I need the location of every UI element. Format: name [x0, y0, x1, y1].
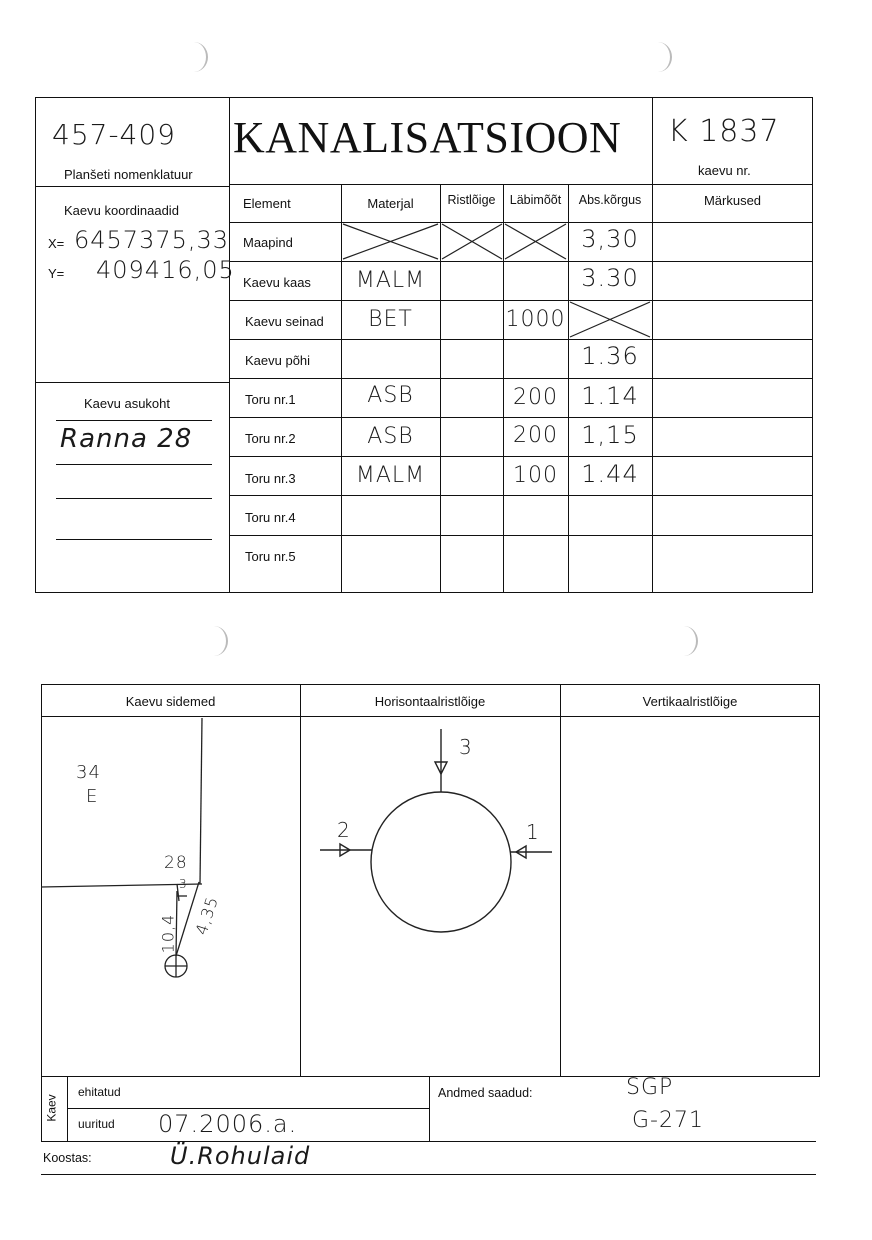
- sketch-corner-mark: 3: [179, 877, 188, 891]
- cell-diameter: 100: [513, 463, 558, 488]
- location-label: Kaevu asukoht: [84, 396, 171, 411]
- row-element: Toru nr.3: [245, 471, 296, 486]
- author-value: Ü.Rohulaid: [170, 1142, 311, 1170]
- section-vertical-title: Vertikaalristlõige: [642, 694, 738, 709]
- sheet-code: 457-409: [52, 118, 176, 151]
- measured-label: uuritud: [78, 1117, 115, 1131]
- punch-hole: [200, 626, 228, 656]
- cell-material: MALM: [355, 463, 426, 488]
- cell-material: ASB: [367, 383, 414, 408]
- cell-material: MALM: [355, 268, 426, 293]
- sketch-distance-b: 4,35: [191, 893, 222, 938]
- row-element: Kaevu seinad: [245, 314, 324, 329]
- horizontal-cross-section: [300, 716, 560, 1076]
- cell-diameter: 1000: [505, 307, 566, 332]
- data-source-value-2: G-271: [632, 1108, 704, 1133]
- measured-value: 07.2006.a.: [158, 1110, 298, 1138]
- sketch-building-no: 34: [76, 762, 101, 783]
- cell-abs: 1,15: [581, 421, 639, 449]
- cell-abs: 3.30: [581, 264, 639, 292]
- row-element: Toru nr.1: [245, 392, 296, 407]
- built-label: ehitatud: [78, 1085, 121, 1099]
- col-header-diameter: Läbimõõt: [509, 193, 562, 207]
- sketch-house-no: 28: [164, 853, 188, 873]
- sketch-building-sub: E: [86, 786, 99, 807]
- row-element: Toru nr.4: [245, 510, 296, 525]
- cell-diameter: 200: [513, 385, 558, 410]
- punch-hole: [670, 626, 698, 656]
- data-source-label: Andmed saadud:: [438, 1086, 533, 1100]
- col-header-material: Materjal: [367, 196, 414, 211]
- cell-material: ASB: [367, 424, 414, 449]
- section-links-title: Kaevu sidemed: [125, 694, 216, 709]
- row-element: Maapind: [243, 235, 293, 250]
- well-label: kaevu nr.: [698, 163, 751, 178]
- sheet-label: Planšeti nomenklatuur: [64, 167, 193, 182]
- x-value: 6457375,33: [74, 226, 230, 254]
- cell-abs: 1.44: [581, 460, 639, 488]
- pipe-3-label: 3: [459, 735, 473, 759]
- y-label: Y=: [48, 266, 65, 281]
- col-header-notes: Märkused: [703, 193, 762, 208]
- y-value: 409416,05: [96, 256, 235, 284]
- row-element: Kaevu põhi: [245, 353, 311, 368]
- x-label: X=: [48, 236, 65, 251]
- row-element: Toru nr.5: [245, 549, 296, 564]
- col-header-element: Element: [243, 196, 291, 211]
- cell-abs: 3,30: [581, 225, 639, 253]
- location-value: Ranna 28: [60, 424, 193, 454]
- cell-material: BET: [368, 307, 413, 332]
- pipe-2-label: 2: [337, 818, 351, 842]
- section-horizontal-title: Horisontaalristlõige: [374, 694, 486, 709]
- cell-diameter: 200: [513, 423, 558, 448]
- cell-abs: 1.14: [581, 382, 639, 410]
- pipe-1-label: 1: [526, 820, 540, 844]
- cell-abs: 1.36: [581, 342, 639, 370]
- sketch-distance-a: 10,4: [158, 913, 178, 954]
- well-number: K 1837: [668, 114, 780, 149]
- col-header-cross: Ristlõige: [447, 193, 496, 207]
- coords-label: Kaevu koordinaadid: [64, 203, 179, 218]
- kaev-label: Kaev: [44, 1094, 59, 1122]
- col-header-abs: Abs.kõrgus: [578, 193, 642, 207]
- row-element: Toru nr.2: [245, 431, 296, 446]
- author-label: Koostas:: [43, 1151, 92, 1165]
- form-title: KANALISATSIOON: [233, 113, 622, 162]
- data-source-value-1: SGP: [626, 1075, 674, 1100]
- row-element: Kaevu kaas: [243, 275, 311, 290]
